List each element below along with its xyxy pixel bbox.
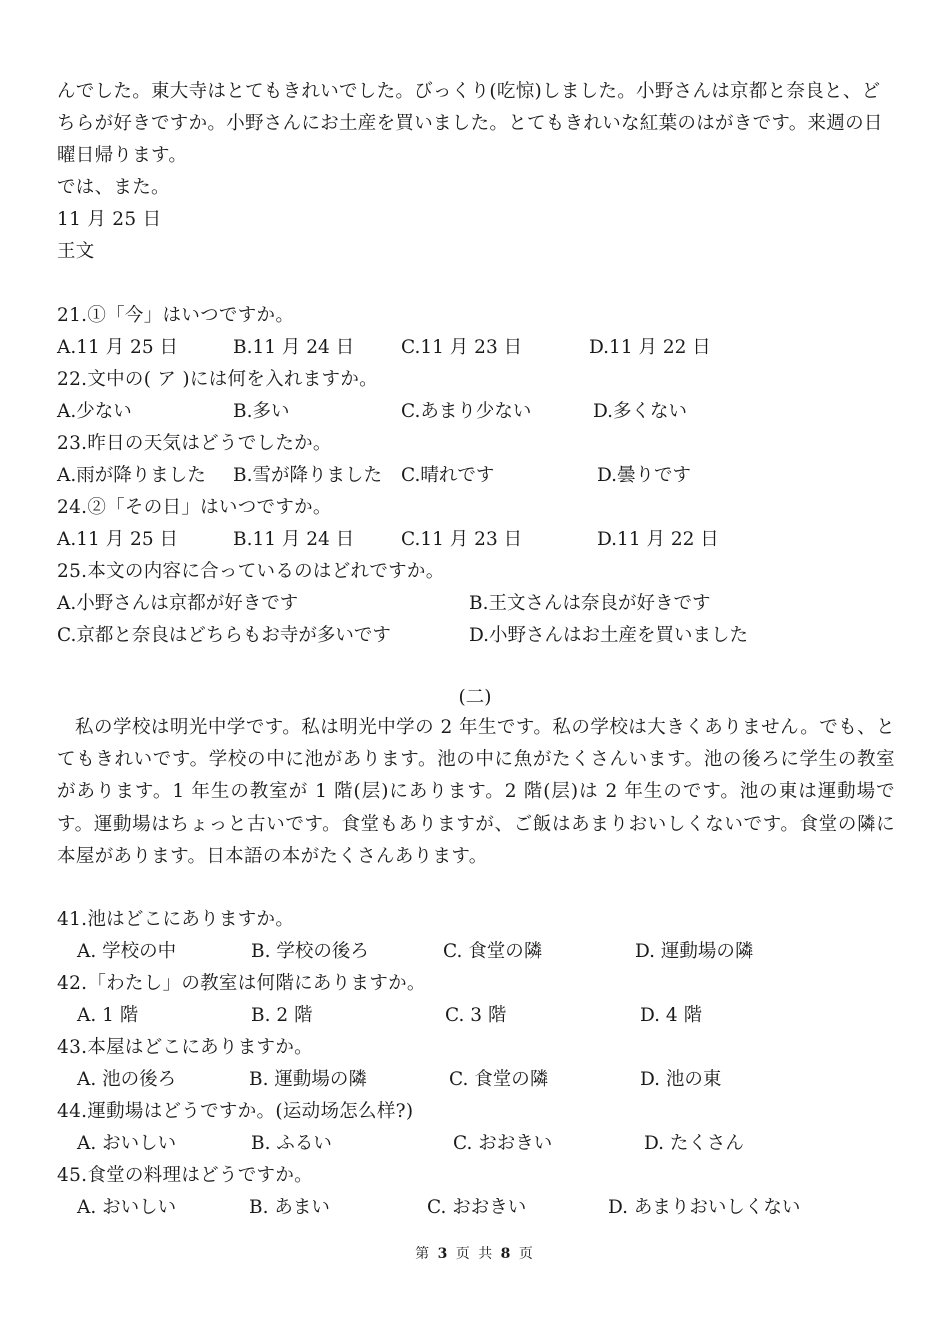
passage1-line-3: 曜日帰ります。 [57,145,188,166]
question-21-option-d: D.11 月 22 日 [589,337,711,358]
passage1-closing: では、また。 [57,177,170,198]
question-42-option-a: A. 1 階 [77,1005,139,1026]
question-44-option-a: A. おいしい [77,1133,177,1154]
question-24-option-b: B.11 月 24 日 [233,529,355,550]
question-43-option-d: D. 池の東 [640,1069,722,1090]
question-41-option-a: A. 学校の中 [77,941,177,962]
question-22-option-c: C.あまり少ない [401,401,532,422]
question-23-option-b: B.雪が降りました [233,465,382,486]
question-25-option-b: B.王文さんは奈良が好きです [469,593,711,614]
footer-total-pages: 8 [500,1246,513,1262]
passage1-signature: 王文 [57,241,95,262]
question-41-option-d: D. 運動場の隣 [635,941,754,962]
question-45-option-d: D. あまりおいしくない [608,1197,801,1218]
question-21-stem: 21.①「今」はいつですか。 [57,305,295,326]
passage1-line-2: ちらが好きですか。小野さんにお土産を買いました。とてもきれいな紅葉のはがきです。来週の日 [57,113,883,134]
passage1-line-1: んでした。東大寺はとてもきれいでした。びっくり(吃惊)しました。小野さんは京都と奈良と、ど [57,81,881,102]
question-43-stem: 43.本屋はどこにありますか。 [57,1037,313,1058]
footer-page-number: 3 [437,1246,450,1262]
question-44-stem: 44.運動場はどうですか。(运动场怎么样?) [57,1101,414,1122]
section-2-heading: (二) [458,687,492,708]
question-25-stem: 25.本文の内容に合っているのはどれですか。 [57,561,445,582]
question-42-option-c: C. 3 階 [445,1005,507,1026]
question-42-option-b: B. 2 階 [251,1005,313,1026]
passage1-date: 11 月 25 日 [57,209,162,230]
question-22-stem: 22.文中の( ア )には何を入れますか。 [57,369,378,390]
question-45-option-a: A. おいしい [77,1197,177,1218]
question-41-stem: 41.池はどこにありますか。 [57,909,295,930]
question-22-option-d: D.多くない [593,401,688,422]
question-42-option-d: D. 4 階 [640,1005,703,1026]
question-25-option-d: D.小野さんはお土産を買いました [469,625,749,646]
question-22-option-a: A.少ない [57,401,132,422]
question-22-option-b: B.多い [233,401,290,422]
question-25-option-c: C.京都と奈良はどちらもお寺が多いです [57,625,391,646]
question-24-option-c: C.11 月 23 日 [401,529,523,550]
question-44-option-c: C. おおきい [453,1133,553,1154]
question-41-option-b: B. 学校の後ろ [251,941,369,962]
question-21-option-b: B.11 月 24 日 [233,337,355,358]
footer-suffix: 页 [518,1246,535,1262]
question-24-option-a: A.11 月 25 日 [57,529,178,550]
question-21-option-a: A.11 月 25 日 [57,337,178,358]
question-43-option-a: A. 池の後ろ [77,1069,177,1090]
question-45-option-b: B. あまい [249,1197,330,1218]
question-44-option-b: B. ふるい [251,1133,332,1154]
question-42-stem: 42.「わたし」の教室は何階にありますか。 [57,973,426,994]
question-24-option-d: D.11 月 22 日 [597,529,719,550]
question-43-option-c: C. 食堂の隣 [449,1069,549,1090]
question-43-option-b: B. 運動場の隣 [249,1069,367,1090]
footer-prefix: 第 [415,1246,432,1262]
question-23-option-c: C.晴れです [401,465,495,486]
question-21-option-c: C.11 月 23 日 [401,337,523,358]
question-45-option-c: C. おおきい [427,1197,527,1218]
question-45-stem: 45.食堂の料理はどうですか。 [57,1165,313,1186]
question-41-option-c: C. 食堂の隣 [443,941,543,962]
question-23-option-a: A.雨が降りました [57,465,206,486]
question-24-stem: 24.②「その日」はいつですか。 [57,497,332,518]
section-2-passage: 私の学校は明光中学です。私は明光中学の 2 年生です。私の学校は大きくありません。でも、とてもきれいです。学校の中に池があります。池の中に魚がたくさんいます。池の後ろに学生の教室があります。1 年生の教室が 1 階(层)にあります。2 階(层)は 2 年生のです。池の東は運動場です。運動場はちょっと古いです。食堂もありますが、ご飯はあまりおいしくないです。食堂の隣に本屋があります。日本語の本がたくさんあります。 [57,717,895,867]
question-44-option-d: D. たくさん [644,1133,744,1154]
question-23-stem: 23.昨日の天気はどうでしたか。 [57,433,332,454]
page-footer [0,1243,950,1263]
question-25-option-a: A.小野さんは京都が好きです [57,593,299,614]
footer-middle: 页 共 [455,1246,495,1262]
question-23-option-d: D.曇りです [597,465,692,486]
